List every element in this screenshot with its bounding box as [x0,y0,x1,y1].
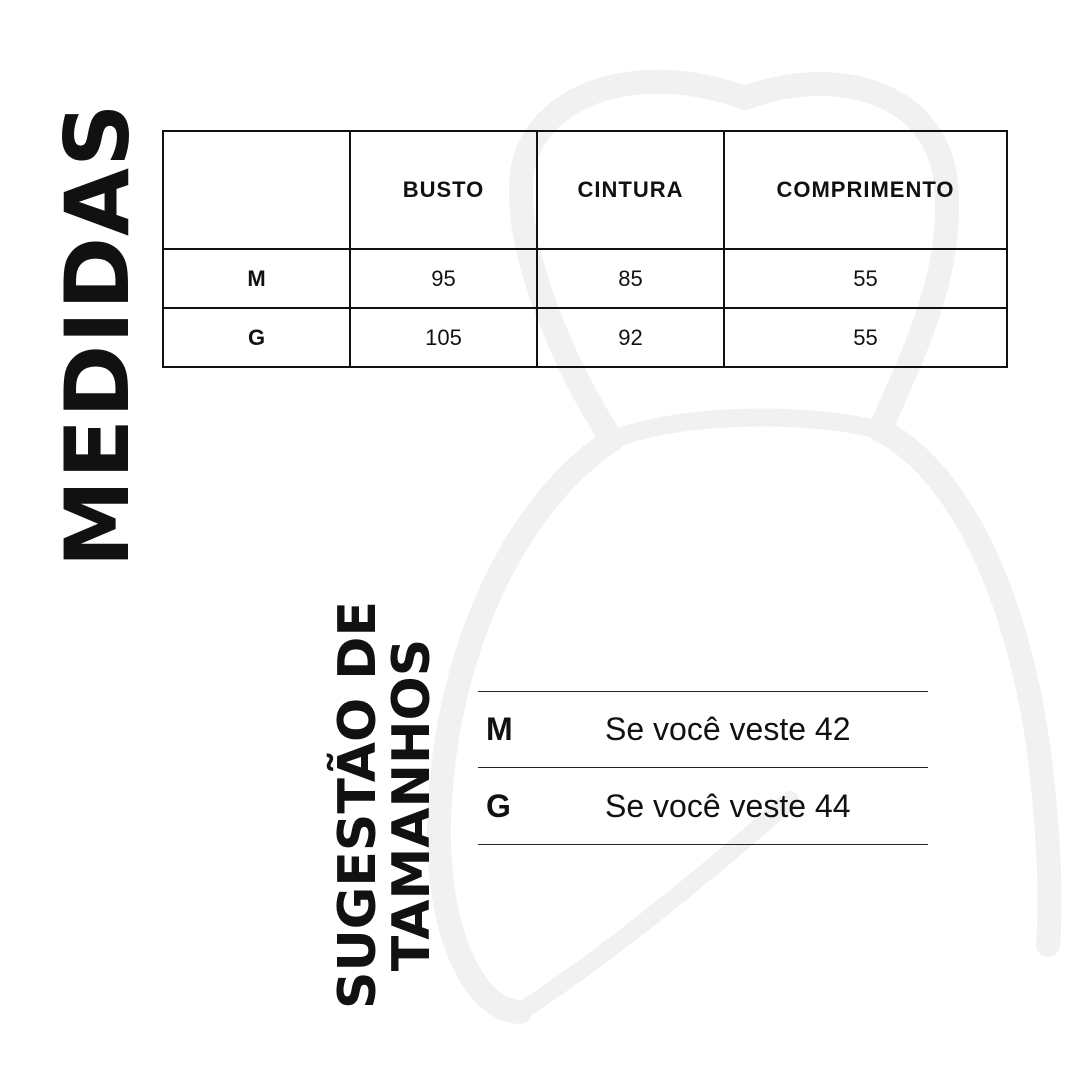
page-title: MEDIDAS [46,102,149,568]
comprimento-value: 55 [724,249,1007,308]
size-suggestion-list [478,691,928,845]
table-row [163,308,1007,367]
suggestion-size: M [486,711,513,747]
cintura-value: 92 [537,308,724,367]
table-row [163,249,1007,308]
size-label: G [163,308,350,367]
header-cintura: CINTURA [537,131,724,249]
suggestion-text: Se você veste 44 [605,787,851,824]
suggestion-size: G [486,787,511,824]
header-empty [163,131,350,249]
comprimento-value: 55 [724,308,1007,367]
size-suggestion-title [328,600,442,1010]
size-suggestion-title-line1: SUGESTÃO DE [328,600,388,1010]
header-comprimento: COMPRIMENTO [724,131,1007,249]
list-item [478,691,928,767]
list-item [478,767,928,845]
header-busto: BUSTO [350,131,537,249]
busto-value: 105 [350,308,537,367]
busto-value: 95 [350,249,537,308]
measurements-table [162,130,1008,368]
suggestion-text: Se você veste 42 [605,711,851,747]
cintura-value: 85 [537,249,724,308]
size-label: M [163,249,350,308]
table-header-row [163,131,1007,249]
size-suggestion-title-line2: TAMANHOS [382,638,442,972]
